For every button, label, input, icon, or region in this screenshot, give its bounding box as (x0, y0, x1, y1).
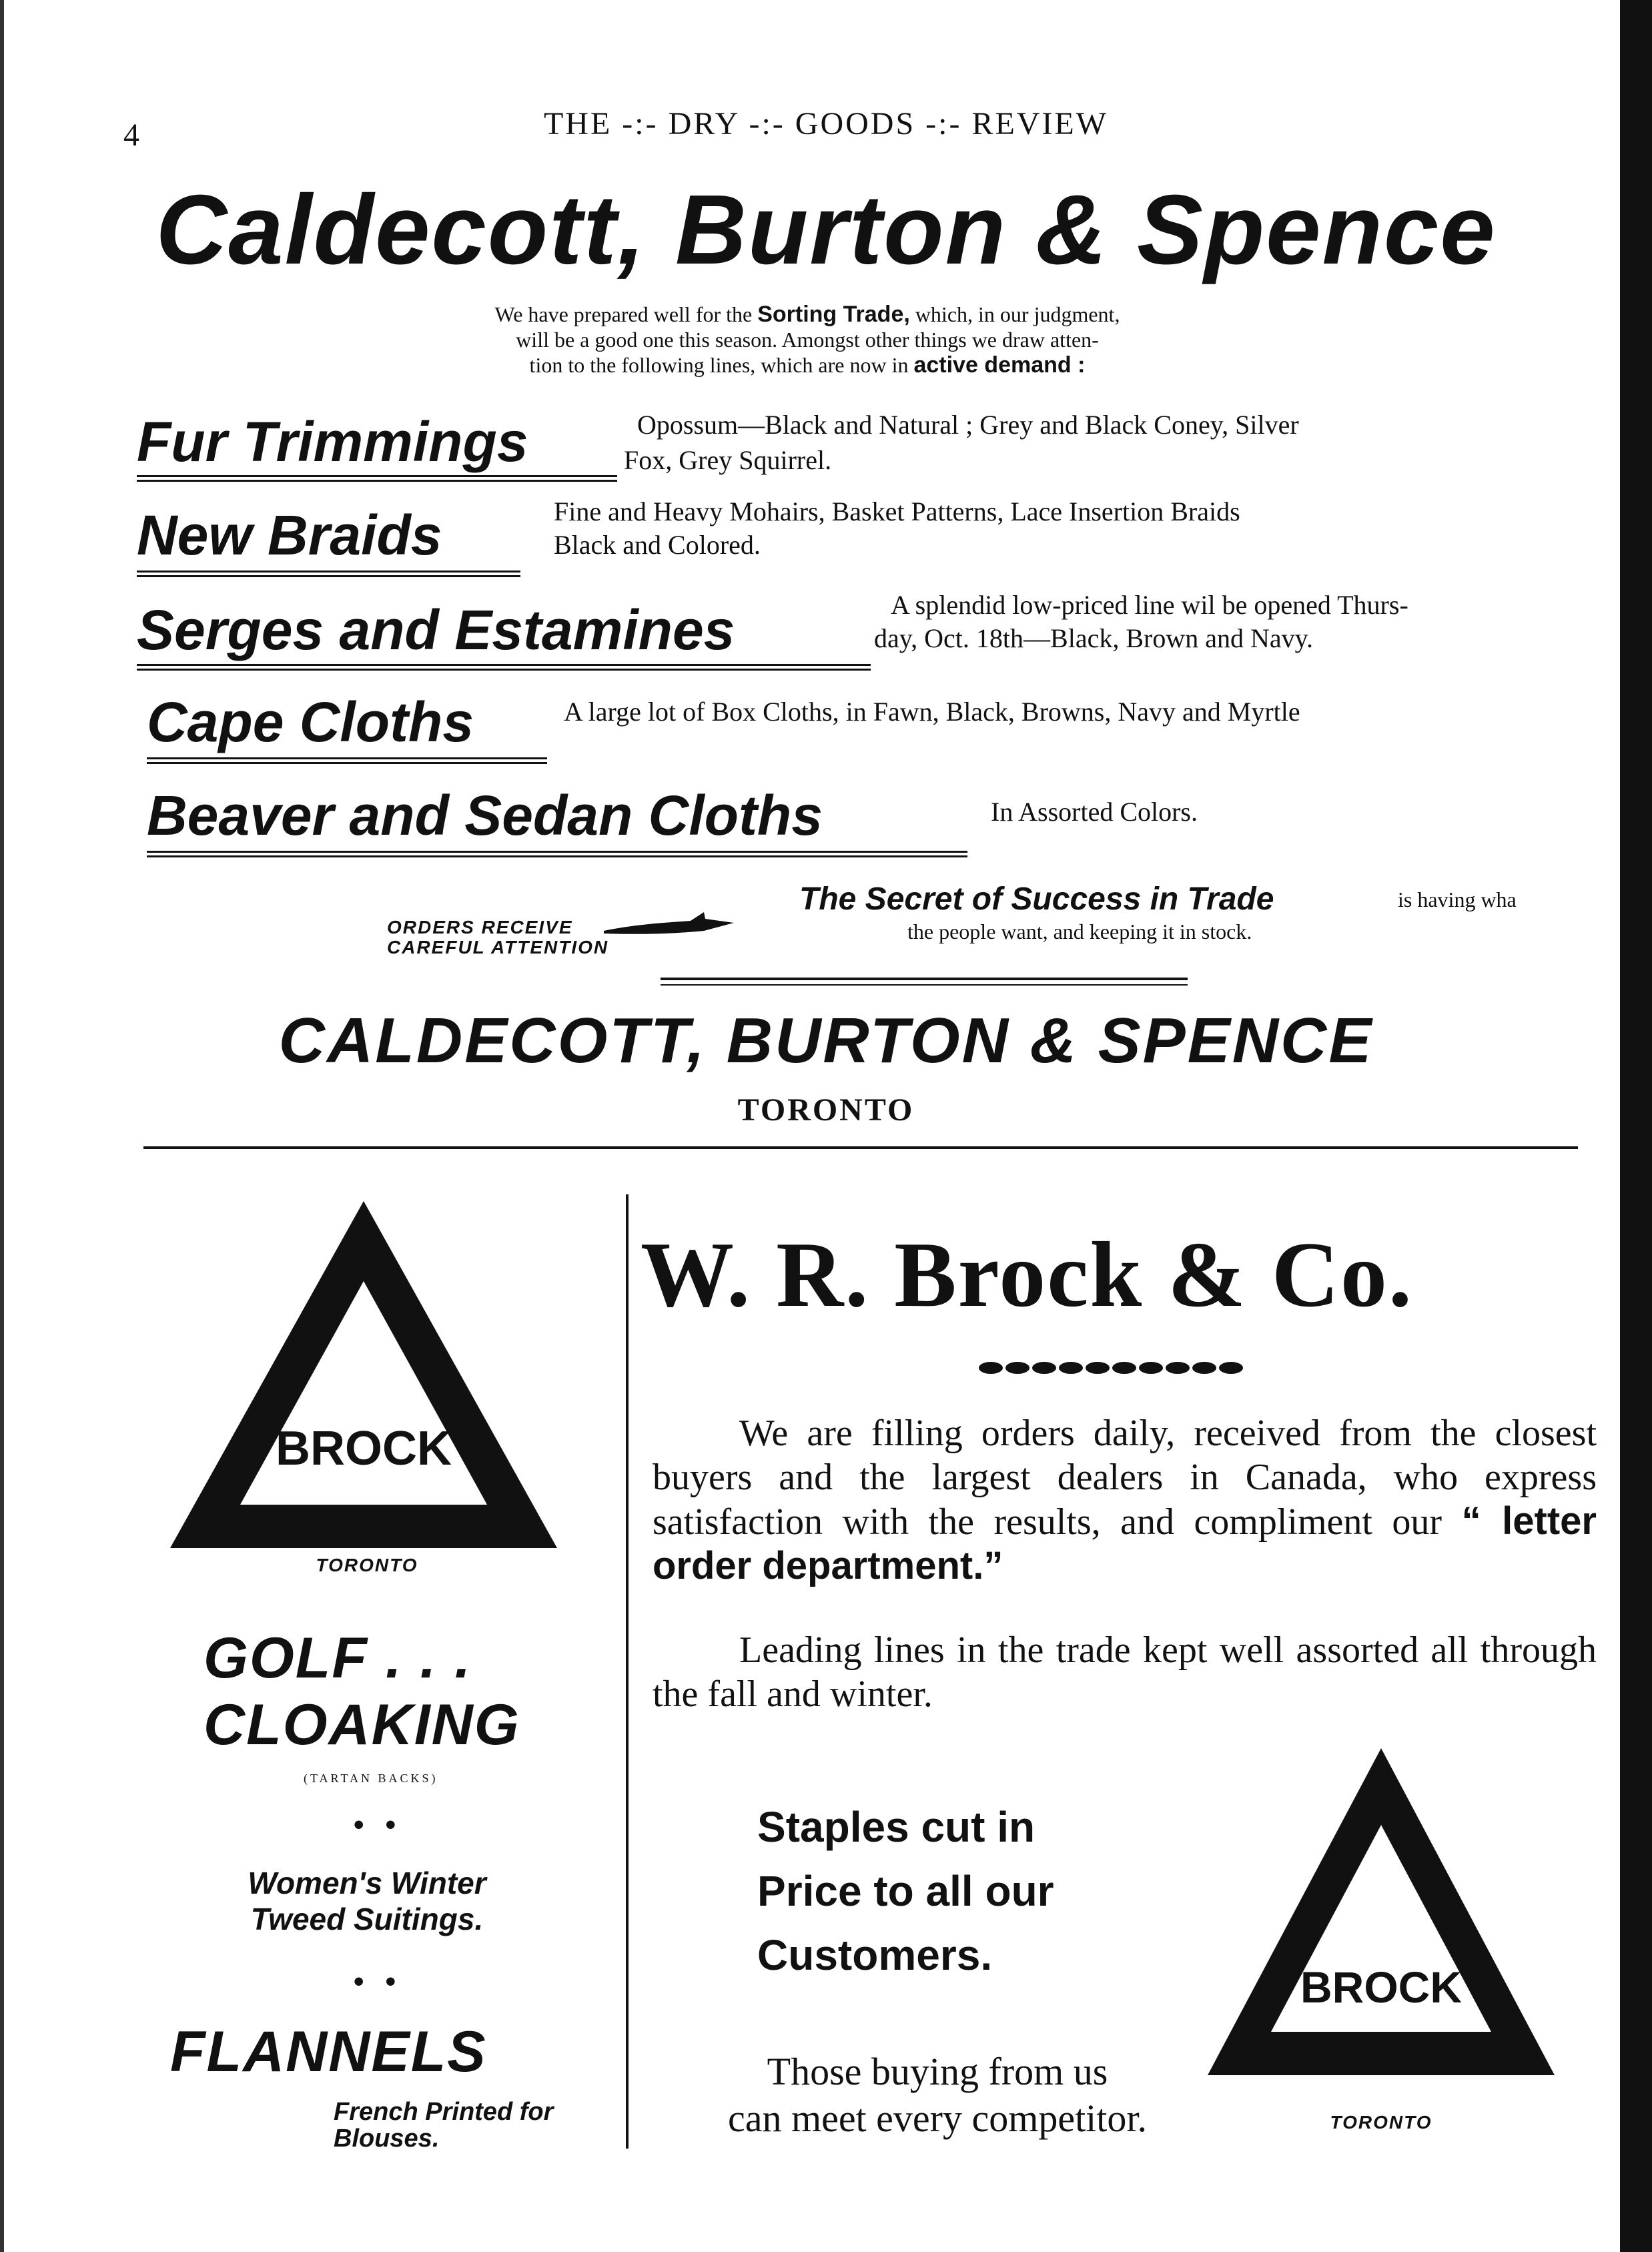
golf-line: CLOAKING (203, 1693, 520, 1757)
letter-order-emphasis: “ letter order department.” (653, 1499, 1597, 1587)
golf-cloaking (203, 1625, 520, 1758)
item-desc: Black and Colored. (554, 530, 761, 560)
competitor-line: Those buying from us (767, 2050, 1108, 2093)
brock-triangle-logo-icon (1208, 1748, 1555, 2075)
caldecott-footer-name: CALDECOTT, BURTON & SPENCE (278, 1005, 1374, 1076)
section-separator (143, 1146, 1578, 1149)
secret-heading: The Secret of Success in Trade (799, 881, 1274, 917)
golf-line: GOLF . . . (203, 1626, 472, 1690)
golf-subtitle: (TARTAN BACKS) (304, 1772, 438, 1785)
staples-line: Staples cut in (757, 1803, 1036, 1851)
item-desc: day, Oct. 18th—Black, Brown and Navy. (874, 623, 1314, 653)
item-desc: A large lot of Box Cloths, in Fawn, Black, Browns, Navy and Myrtle (564, 697, 1300, 727)
flannels-heading: FLANNELS (170, 2020, 487, 2084)
brock-paragraph-2: Leading lines in the trade kept well assorted all through the fall and winter. (653, 1629, 1597, 1715)
brock-paragraph-1 (653, 1411, 1597, 1589)
staples-line: Customers. (757, 1931, 993, 1979)
brock-logo-text: BROCK (276, 1422, 452, 1475)
secret-text: is having wha (1398, 887, 1517, 911)
competitor-block (664, 2048, 1211, 2142)
competitor-line: can meet every competitor. (727, 2097, 1148, 2140)
divider-rule (661, 984, 1188, 986)
womens-line: Tweed Suitings. (250, 1902, 484, 1936)
item-heading-new-braids: New Braids (137, 504, 442, 567)
heading-underline (147, 851, 967, 857)
flannels-line: French Printed for (334, 2098, 554, 2126)
item-desc: Opossum—Black and Natural ; Grey and Black Coney, Silver (637, 410, 1299, 440)
item-desc: In Assorted Colors. (991, 797, 1198, 827)
heading-underline (137, 571, 520, 577)
womens-line: Women's Winter (248, 1866, 486, 1900)
divider-rule (661, 978, 1188, 980)
staples-block (757, 1795, 1054, 1987)
orders-line: CAREFUL ATTENTION (387, 937, 609, 958)
intro-emphasis: active demand : (913, 352, 1086, 378)
item-heading-cape-cloths: Cape Cloths (147, 691, 474, 753)
brock-logo-text: BROCK (1300, 1962, 1462, 2012)
flannels-line: Blouses. (334, 2125, 440, 2153)
heading-underline (137, 475, 617, 482)
item-heading-beaver-sedan: Beaver and Sedan Cloths (147, 784, 823, 847)
pointing-hand-icon (604, 904, 737, 944)
intro-text: tion to the following lines, which are now in (529, 353, 914, 377)
running-head: THE -:- DRY -:- GOODS -:- REVIEW (543, 106, 1109, 141)
heading-underline (147, 757, 547, 764)
caldecott-footer-city: TORONTO (737, 1092, 915, 1128)
flannels-subtitle (334, 2099, 553, 2152)
staples-line: Price to all our (757, 1867, 1054, 1915)
ornament-dots: • • (354, 1965, 403, 1998)
brock-triangle-logo-icon (170, 1201, 557, 1548)
item-desc: Fine and Heavy Mohairs, Basket Patterns, Lace Insertion Braids (554, 496, 1240, 526)
intro-text: which, in our judgment, (909, 302, 1120, 326)
page-number: 4 (123, 117, 139, 153)
brock-title: W. R. Brock & Co. (641, 1223, 1413, 1327)
column-separator (626, 1194, 629, 2149)
item-heading-fur-trimmings: Fur Trimmings (137, 410, 528, 473)
caldecott-title: Caldecott, Burton & Spence (155, 175, 1497, 285)
ornament-divider-icon (977, 1355, 1258, 1381)
secret-text: the people want, and keeping it in stock. (907, 919, 1252, 944)
brock-logo-city: TORONTO (1330, 2112, 1432, 2133)
intro-text: will be a good one this season. Amongst other things we draw atten- (516, 328, 1099, 352)
intro-text: We have prepared well for the (494, 302, 758, 326)
paragraph-text: We are filling orders daily, received from the closest buyers and the largest dealers in Canada, who express satisfaction with the results, and compliment our (653, 1413, 1597, 1543)
ornament-dots: • • (354, 1808, 403, 1841)
orders-line: ORDERS RECEIVE (387, 917, 573, 937)
item-desc: Fox, Grey Squirrel. (624, 445, 832, 475)
item-desc: A splendid low-priced line wil be opened Thurs- (891, 590, 1408, 620)
item-heading-serges-estamines: Serges and Estamines (137, 599, 735, 661)
brock-logo-city: TORONTO (316, 1555, 418, 1575)
intro-emphasis: Sorting Trade, (757, 302, 910, 327)
heading-underline (137, 664, 871, 671)
orders-note (387, 917, 608, 958)
womens-tweed (200, 1865, 534, 1937)
caldecott-intro (374, 302, 1241, 378)
